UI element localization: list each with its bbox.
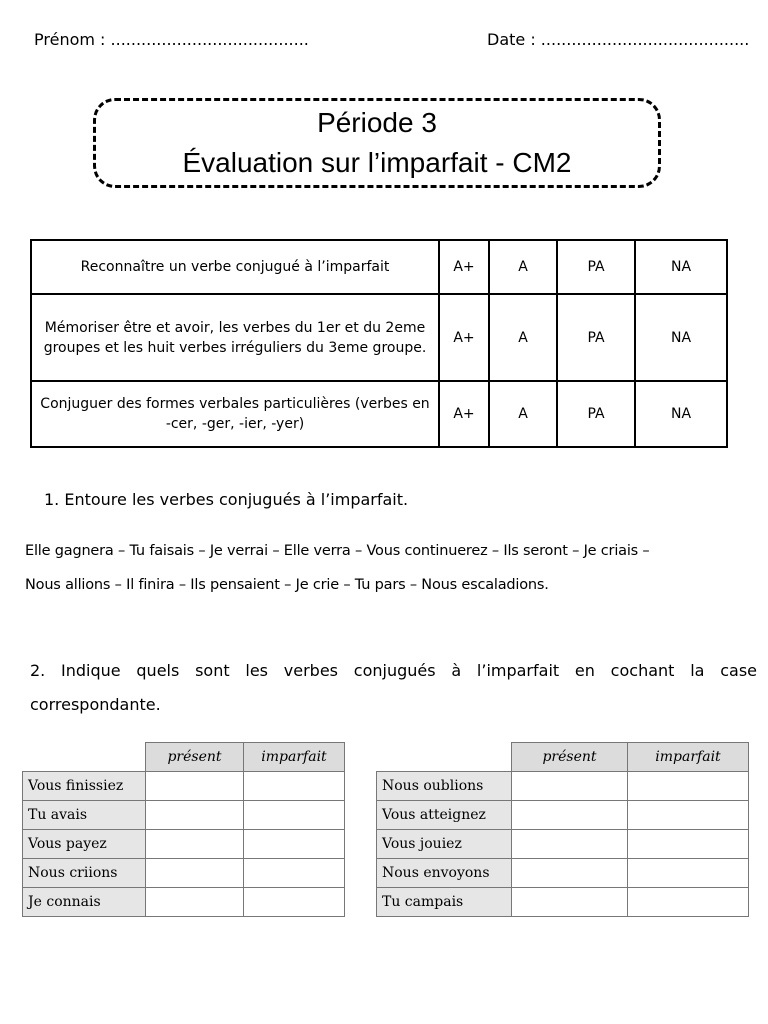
column-present: présent <box>146 743 244 772</box>
verb-cell: Je connais <box>23 888 146 917</box>
table-row <box>23 830 345 859</box>
table-header-row <box>23 743 345 772</box>
column-imparfait: imparfait <box>244 743 345 772</box>
table-row <box>23 859 345 888</box>
column-imparfait: imparfait <box>628 743 749 772</box>
table-row <box>377 859 749 888</box>
present-checkbox-cell[interactable] <box>146 859 244 888</box>
imparfait-checkbox-cell[interactable] <box>244 801 345 830</box>
level-na: NA <box>635 240 727 294</box>
exercise1-instruction: 1. Entoure les verbes conjugués à l’imparfait. <box>44 490 409 509</box>
verb-cell: Vous jouiez <box>377 830 512 859</box>
verb-cell: Vous finissiez <box>23 772 146 801</box>
present-checkbox-cell[interactable] <box>146 888 244 917</box>
level-pa: PA <box>557 381 635 447</box>
table-row <box>377 801 749 830</box>
table-row <box>23 801 345 830</box>
present-checkbox-cell[interactable] <box>512 830 628 859</box>
level-a-plus: A+ <box>439 294 489 381</box>
skill-row <box>31 381 727 447</box>
present-checkbox-cell[interactable] <box>146 772 244 801</box>
date-field: Date : ......................................... <box>487 30 750 49</box>
present-checkbox-cell[interactable] <box>512 772 628 801</box>
table-row <box>23 888 345 917</box>
title-period: Période 3 <box>317 107 437 138</box>
present-checkbox-cell[interactable] <box>512 859 628 888</box>
imparfait-checkbox-cell[interactable] <box>244 772 345 801</box>
level-a: A <box>489 240 557 294</box>
present-checkbox-cell[interactable] <box>512 888 628 917</box>
first-name-field: Prénom : ....................................... <box>34 30 309 49</box>
title-evaluation: Évaluation sur l’imparfait - CM2 <box>182 147 572 178</box>
imparfait-checkbox-cell[interactable] <box>244 859 345 888</box>
conjugation-table-right <box>376 742 749 917</box>
skill-label: Conjuguer des formes verbales particulières (verbes en -cer, -ger, -ier, -yer) <box>31 381 439 447</box>
imparfait-checkbox-cell[interactable] <box>628 888 749 917</box>
verb-cell: Nous criions <box>23 859 146 888</box>
skills-table <box>30 239 728 448</box>
skill-label: Mémoriser être et avoir, les verbes du 1er et du 2eme groupes et les huit verbes irréguliers du 3eme groupe. <box>31 294 439 381</box>
column-present: présent <box>512 743 628 772</box>
level-a-plus: A+ <box>439 381 489 447</box>
exercise2-instruction: 2. Indique quels sont les verbes conjugués à l’imparfait en cochant la case correspondante. <box>30 661 757 714</box>
level-pa: PA <box>557 240 635 294</box>
title-box <box>93 98 661 188</box>
table-row <box>377 830 749 859</box>
present-checkbox-cell[interactable] <box>146 801 244 830</box>
level-a: A <box>489 294 557 381</box>
level-a-plus: A+ <box>439 240 489 294</box>
level-na: NA <box>635 381 727 447</box>
skill-label: Reconnaître un verbe conjugué à l’imparfait <box>31 240 439 294</box>
imparfait-checkbox-cell[interactable] <box>244 888 345 917</box>
present-checkbox-cell[interactable] <box>146 830 244 859</box>
verb-cell: Vous atteignez <box>377 801 512 830</box>
imparfait-checkbox-cell[interactable] <box>628 859 749 888</box>
conjugation-table-left <box>22 742 345 917</box>
verb-cell: Tu avais <box>23 801 146 830</box>
verb-cell: Nous oublions <box>377 772 512 801</box>
level-na: NA <box>635 294 727 381</box>
imparfait-checkbox-cell[interactable] <box>244 830 345 859</box>
level-a: A <box>489 381 557 447</box>
table-header-row <box>377 743 749 772</box>
imparfait-checkbox-cell[interactable] <box>628 772 749 801</box>
table-row <box>23 772 345 801</box>
level-pa: PA <box>557 294 635 381</box>
skill-row <box>31 294 727 381</box>
empty-corner <box>23 743 146 772</box>
table-row <box>377 888 749 917</box>
verb-list-line: Elle gagnera – Tu faisais – Je verrai – Elle verra – Vous continuerez – Ils seront – Je criais – <box>25 543 650 559</box>
skill-row <box>31 240 727 294</box>
imparfait-checkbox-cell[interactable] <box>628 801 749 830</box>
verb-cell: Vous payez <box>23 830 146 859</box>
verb-cell: Nous envoyons <box>377 859 512 888</box>
verb-cell: Tu campais <box>377 888 512 917</box>
table-row <box>377 772 749 801</box>
present-checkbox-cell[interactable] <box>512 801 628 830</box>
imparfait-checkbox-cell[interactable] <box>628 830 749 859</box>
empty-corner <box>377 743 512 772</box>
verb-list-line: Nous allions – Il finira – Ils pensaient – Je crie – Tu pars – Nous escaladions. <box>25 577 549 593</box>
